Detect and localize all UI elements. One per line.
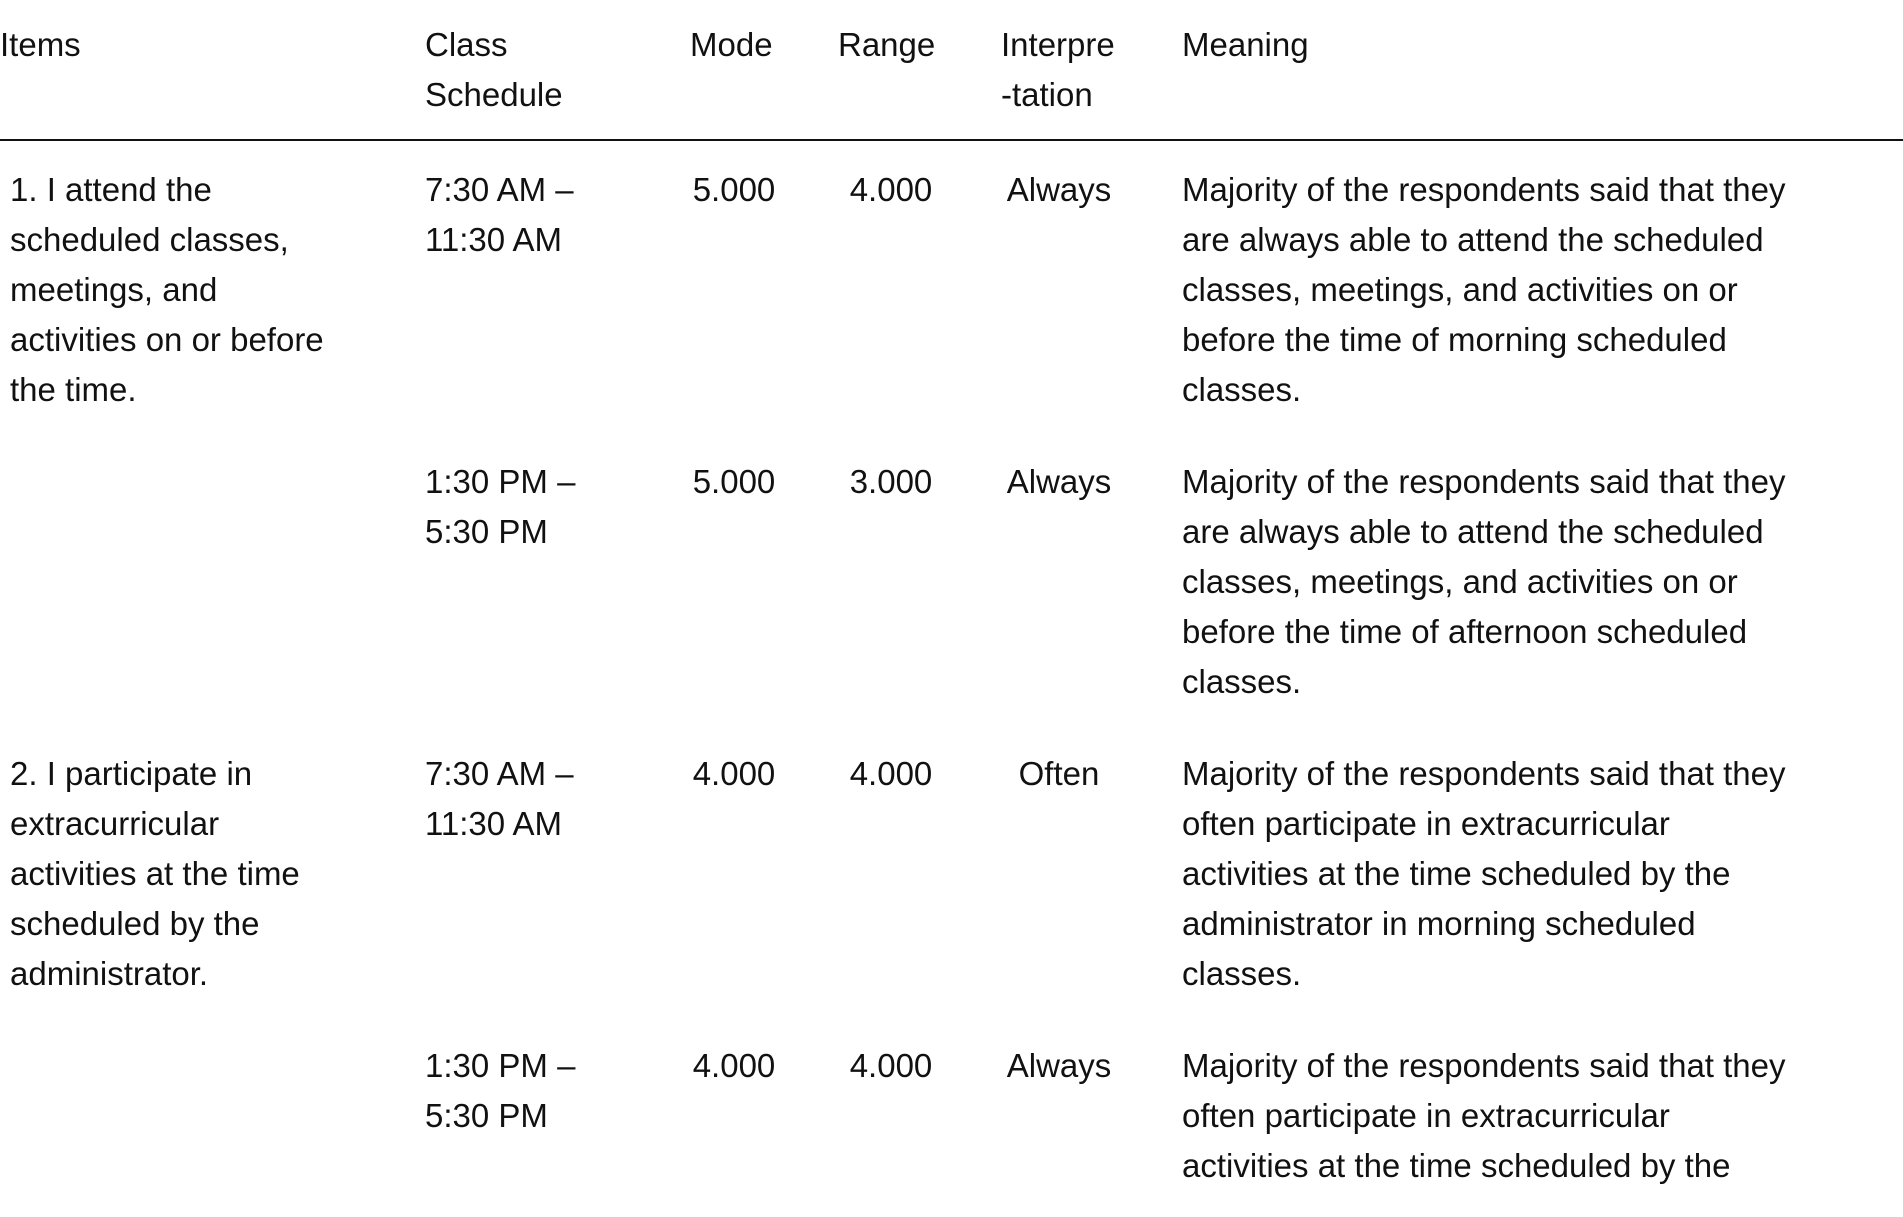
cell-line: 5.000 bbox=[692, 171, 776, 208]
cell-line: 3.000 bbox=[849, 463, 933, 500]
cell-meaning bbox=[1182, 457, 1786, 707]
cell-meaning bbox=[1182, 165, 1786, 415]
cell-item bbox=[10, 749, 300, 999]
cell-line: classes. bbox=[1182, 663, 1302, 700]
cell-line: -tation bbox=[1001, 76, 1093, 113]
cell-line: administrator. bbox=[10, 955, 209, 992]
cell-line: administrator in morning scheduled bbox=[1182, 905, 1696, 942]
cell-line: Majority of the respondents said that they bbox=[1182, 171, 1786, 208]
cell-line: 4.000 bbox=[849, 1047, 933, 1084]
cell-meaning bbox=[1182, 749, 1786, 999]
cell-line: Mode bbox=[690, 26, 773, 63]
cell-line: 1:30 PM – bbox=[425, 1047, 576, 1084]
cell-line: 1. I attend the bbox=[10, 171, 212, 208]
cell-line: Meaning bbox=[1182, 26, 1309, 63]
cell-interpretation bbox=[959, 457, 1159, 507]
cell-line: scheduled classes, bbox=[10, 221, 289, 258]
cell-line: meetings, and bbox=[10, 271, 218, 308]
cell-line: Majority of the respondents said that they bbox=[1182, 463, 1786, 500]
cell-line: Class bbox=[425, 26, 508, 63]
cell-line: activities at the time scheduled by the bbox=[1182, 1147, 1731, 1184]
cell-line: Schedule bbox=[425, 76, 563, 113]
cell-line: 5:30 PM bbox=[425, 513, 548, 550]
cell-line: Majority of the respondents said that they bbox=[1182, 755, 1786, 792]
cell-line: 11:30 AM bbox=[425, 221, 562, 258]
cell-line: classes, meetings, and activities on or bbox=[1182, 271, 1738, 308]
cell-interpretation bbox=[959, 749, 1159, 799]
header-range bbox=[838, 20, 935, 70]
cell-line: classes, meetings, and activities on or bbox=[1182, 563, 1738, 600]
cell-line: Range bbox=[838, 26, 936, 63]
cell-line: classes. bbox=[1182, 371, 1302, 408]
header-item bbox=[0, 20, 81, 70]
cell-line: 4.000 bbox=[692, 1047, 776, 1084]
cell-interpretation bbox=[959, 165, 1159, 215]
header-schedule bbox=[425, 20, 563, 120]
cell-schedule bbox=[425, 749, 574, 849]
cell-line: Often bbox=[1018, 755, 1100, 792]
cell-line: Interpre bbox=[1001, 26, 1115, 63]
cell-line: 4.000 bbox=[692, 755, 776, 792]
cell-line: 7:30 AM – bbox=[425, 755, 574, 792]
cell-line: Always bbox=[1006, 463, 1112, 500]
cell-line: 11:30 AM bbox=[425, 805, 562, 842]
cell-line: Always bbox=[1006, 171, 1112, 208]
cell-line: before the time of afternoon scheduled bbox=[1182, 613, 1748, 650]
cell-line: the time. bbox=[10, 371, 137, 408]
cell-line: are always able to attend the scheduled bbox=[1182, 221, 1764, 258]
cell-line: activities at the time bbox=[10, 855, 300, 892]
cell-meaning bbox=[1182, 1041, 1786, 1191]
cell-line: scheduled by the bbox=[10, 905, 260, 942]
cell-line: 7:30 AM – bbox=[425, 171, 574, 208]
cell-line: extracurricular bbox=[10, 805, 220, 842]
cell-line: 5:30 PM bbox=[425, 1097, 548, 1134]
cell-schedule bbox=[425, 457, 575, 557]
header-rule bbox=[0, 139, 1903, 141]
header-interpretation bbox=[1001, 20, 1115, 120]
cell-line: Always bbox=[1006, 1047, 1112, 1084]
cell-line: 4.000 bbox=[849, 171, 933, 208]
cell-line: 5.000 bbox=[692, 463, 776, 500]
header-mode bbox=[690, 20, 773, 70]
cell-schedule bbox=[425, 165, 574, 265]
cell-line: 2. I participate in bbox=[10, 755, 253, 792]
cell-line: are always able to attend the scheduled bbox=[1182, 513, 1764, 550]
cell-line: often participate in extracurricular bbox=[1182, 1097, 1670, 1134]
cell-schedule bbox=[425, 1041, 575, 1141]
cell-interpretation bbox=[959, 1041, 1159, 1091]
cell-line: often participate in extracurricular bbox=[1182, 805, 1670, 842]
cell-line: activities at the time scheduled by the bbox=[1182, 855, 1731, 892]
cell-line: 4.000 bbox=[849, 755, 933, 792]
cell-line: activities on or before bbox=[10, 321, 324, 358]
cell-line: Majority of the respondents said that they bbox=[1182, 1047, 1786, 1084]
header-meaning bbox=[1182, 20, 1309, 70]
cell-item bbox=[10, 165, 324, 415]
cell-line: Items bbox=[0, 26, 81, 63]
cell-line: 1:30 PM – bbox=[425, 463, 576, 500]
cell-line: before the time of morning scheduled bbox=[1182, 321, 1727, 358]
cell-line: classes. bbox=[1182, 955, 1302, 992]
